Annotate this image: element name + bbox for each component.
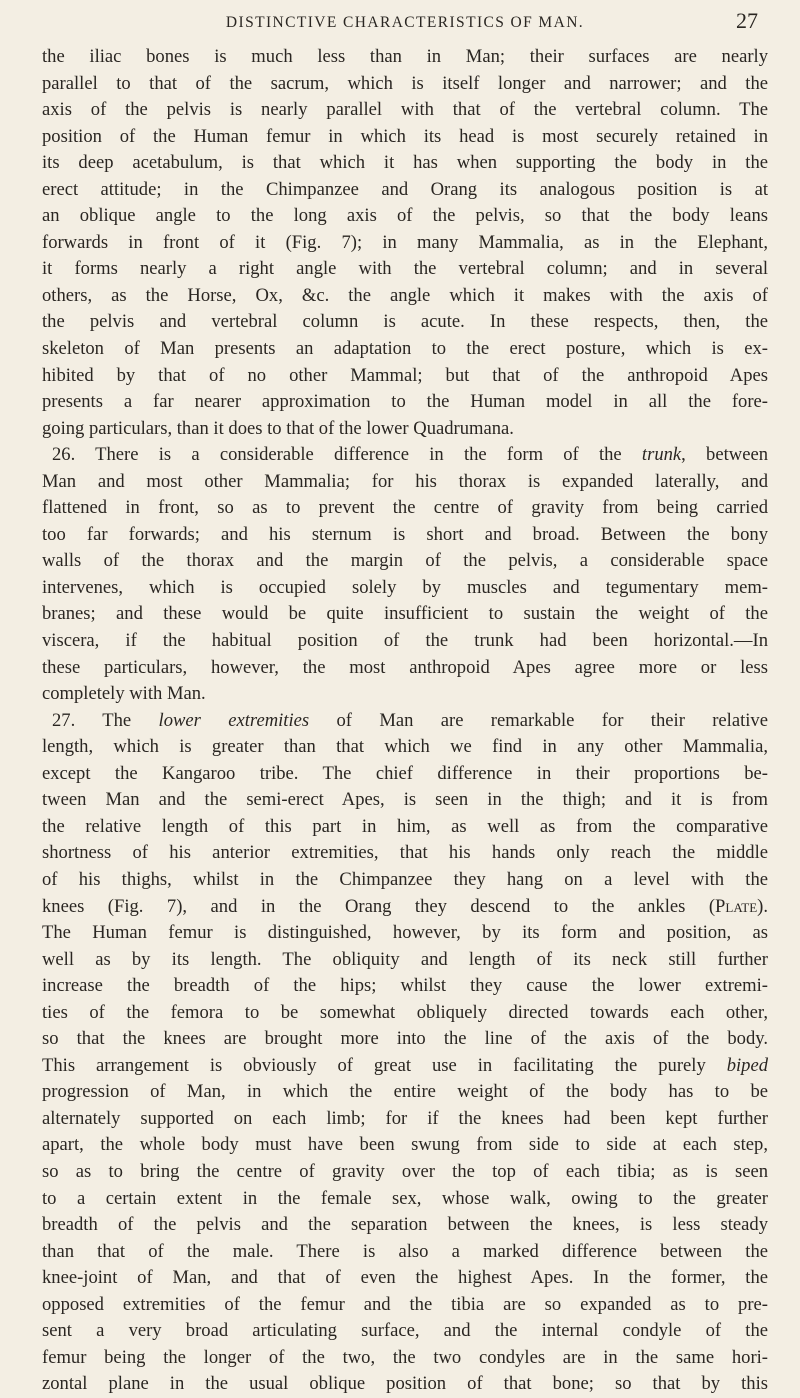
page-number: 27 <box>736 8 758 33</box>
text-line: hibited by that of no other Mammal; but that of the anthropoid Apes <box>42 364 768 386</box>
text-line: shortness of his anterior extremities, that his hands only reach the middle <box>42 842 768 864</box>
text-line: the pelvis and vertebral column is acute. In these respects, then, the <box>42 311 768 333</box>
body-text <box>42 44 768 1398</box>
styled-word: Plate <box>715 895 758 917</box>
text-line: so that the knees are brought more into the line of the axis of the body. <box>42 1028 768 1050</box>
text-line: the iliac bones is much less than in Man; their surfaces are nearly <box>42 46 768 67</box>
text-line: it forms nearly a right angle with the vertebral column; and in several <box>42 258 768 280</box>
text-line: the relative length of this part in him, as well as from the comparative <box>42 815 768 837</box>
text-line: apart, the whole body must have been swung from side to side at each step, <box>42 1134 768 1156</box>
text-line: an oblique angle to the long axis of the pelvis, so that the body leans <box>42 205 768 227</box>
text-line: progression of Man, in which the entire weight of the body has to be <box>42 1081 768 1103</box>
text-line: going particulars, than it does to that of the lower Quadrumana. <box>42 417 514 439</box>
text-line: Man and most other Mammalia; for his thorax is expanded laterally, and <box>42 470 768 492</box>
text-line: except the Kangaroo tribe. The chief difference in their proportions be- <box>42 762 768 784</box>
text-line: tween Man and the semi-erect Apes, is seen in the thigh; and it is from <box>42 789 768 811</box>
text-line: opposed extremities of the femur and the tibia are so expanded as to pre- <box>42 1293 768 1315</box>
text-line: length, which is greater than that which we find in any other Mammalia, <box>42 736 768 758</box>
text-line: ties of the femora to be somewhat obliquely directed towards each other, <box>42 1001 768 1023</box>
text-line: of his thighs, whilst in the Chimpanzee they hang on a level with the <box>42 868 768 890</box>
text-line: increase the breadth of the hips; whilst they cause the lower extremi- <box>42 975 768 997</box>
running-title: DISTINCTIVE CHARACTERISTICS OF MAN. <box>225 14 585 31</box>
text-line: so as to bring the centre of gravity over the top of each tibia; as is seen <box>42 1160 768 1182</box>
styled-word: biped <box>726 1054 768 1076</box>
text-line: intervenes, which is occupied solely by muscles and tegumentary mem- <box>42 576 768 598</box>
text-line: completely with Man. <box>42 683 206 705</box>
text-line: axis of the pelvis is nearly parallel with that of the vertebral column. The <box>42 99 768 121</box>
text-line: forwards in front of it (Fig. 7); in many Mammalia, as in the Elephant, <box>42 231 768 253</box>
text-line: knee-joint of Man, and that of even the highest Apes. In the former, the <box>42 1267 768 1289</box>
text-line: The Human femur is distinguished, however, by its form and position, as <box>42 922 768 944</box>
text-line: alternately supported on each limb; for if the knees had been kept further <box>42 1107 768 1129</box>
text-line: erect attitude; in the Chimpanzee and Orang its analogous position is at <box>42 178 768 200</box>
text-line: zontal plane in the usual oblique position of that bone; so that by this <box>42 1373 768 1395</box>
text-line: its deep acetabulum, is that which it has when supporting the body in the <box>42 152 768 174</box>
paragraph-27-start: 27. The lower extremities of Man are remarkable for their relative <box>52 709 768 731</box>
text-line: walls of the thorax and the margin of the pelvis, a considerable space <box>42 550 768 572</box>
text-line: knees (Fig. 7), and in the Orang they descend to the ankles (Plate). <box>42 895 768 917</box>
text-line: This arrangement is obviously of great use in facilitating the purely biped <box>42 1054 768 1076</box>
text-line: skeleton of Man presents an adaptation to the erect posture, which is ex- <box>42 338 768 360</box>
styled-word: trunk <box>641 444 682 466</box>
text-line: than that of the male. There is also a marked difference between the <box>42 1240 768 1262</box>
text-line: femur being the longer of the two, the two condyles are in the same hori- <box>42 1346 768 1368</box>
text-line: these particulars, however, the most anthropoid Apes agree more or less <box>42 656 768 678</box>
running-head <box>42 8 768 38</box>
text-line: sent a very broad articulating surface, and the internal condyle of the <box>42 1320 768 1342</box>
text-line: viscera, if the habitual position of the trunk had been horizontal.—In <box>42 630 768 652</box>
text-line: flattened in front, so as to prevent the centre of gravity from being carried <box>42 497 768 519</box>
text-line: others, as the Horse, Ox, &c. the angle which it makes with the axis of <box>42 284 768 306</box>
text-line: presents a far nearer approximation to the Human model in all the fore- <box>42 391 768 413</box>
styled-word: lower extremities <box>158 709 310 731</box>
text-line: branes; and these would be quite insufficient to sustain the weight of the <box>42 603 768 625</box>
text-line: too far forwards; and his sternum is short and broad. Between the bony <box>42 523 768 545</box>
text-line: to a certain extent in the female sex, whose walk, owing to the greater <box>42 1187 768 1209</box>
text-line: breadth of the pelvis and the separation between the knees, is less steady <box>42 1214 768 1236</box>
text-line: well as by its length. The obliquity and length of its neck still further <box>42 948 768 970</box>
paragraph-26-start: 26. There is a considerable difference in the form of the trunk, between <box>52 444 768 466</box>
text-line: parallel to that of the sacrum, which is itself longer and narrower; and the <box>42 72 768 94</box>
text-line: position of the Human femur in which its head is most securely retained in <box>42 125 768 147</box>
